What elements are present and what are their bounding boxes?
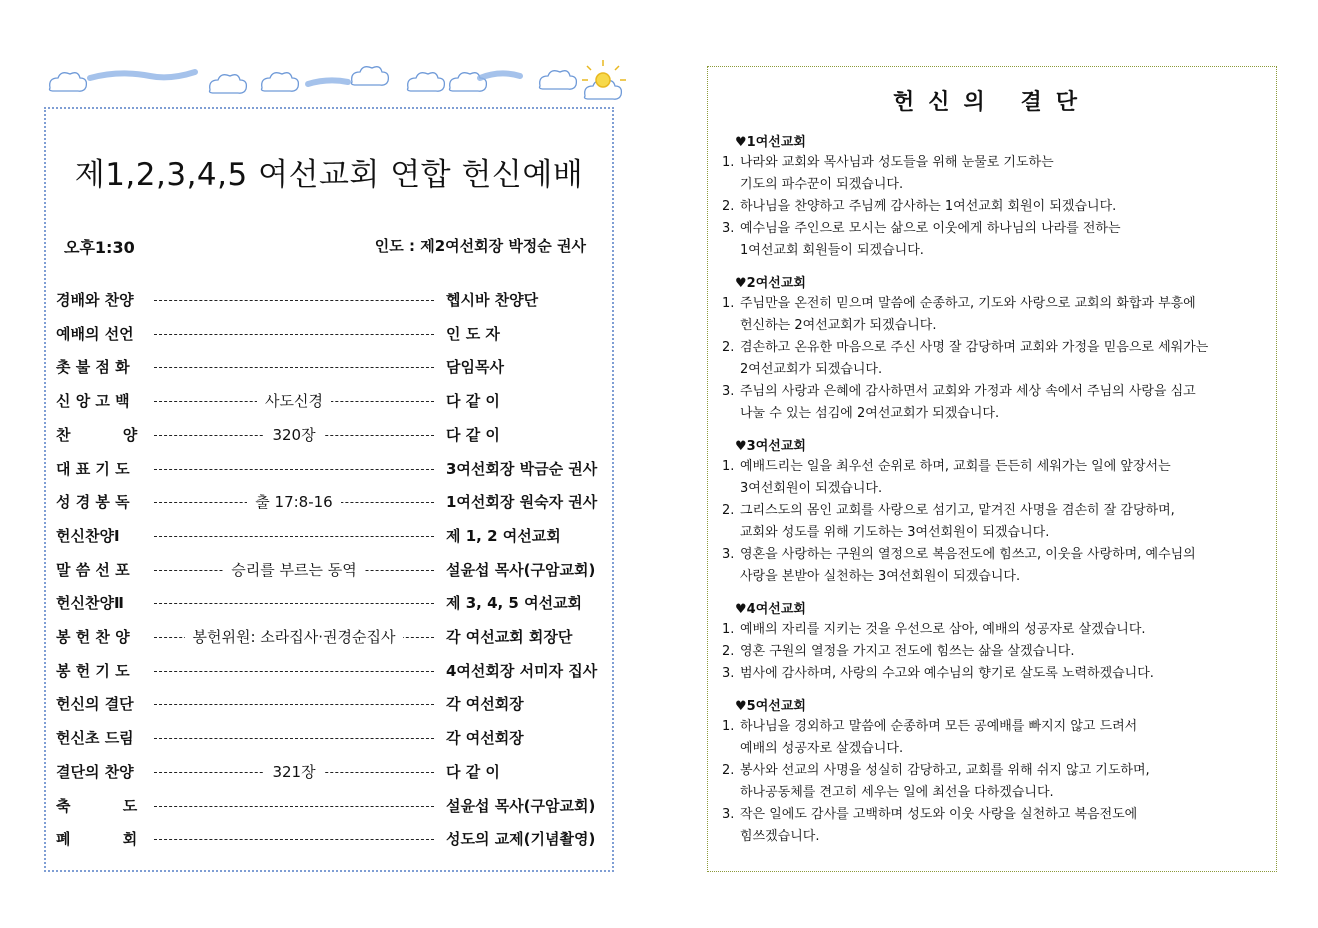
pledge-text: 범사에 감사하며, 사랑의 수고와 예수님의 향기로 살도록 노력하겠습니다. [740, 666, 1154, 681]
section-heading: ♥5여선교회 [735, 699, 806, 714]
dashed-leader-line [154, 704, 434, 705]
order-item-name: 찬 양 [56, 425, 138, 444]
order-item-leader: 4여선회장 서미자 집사 [446, 661, 598, 680]
pledge-text: 사랑을 본받아 실천하는 3여선회원이 되겠습니다. [740, 569, 1021, 584]
dashed-leader-line [154, 671, 434, 672]
pledge-text: 나눌 수 있는 섬김에 2여선교회가 되겠습니다. [740, 406, 1000, 421]
pledge-text: 그리스도의 몸인 교회를 사랑으로 섬기고, 맡겨진 사명을 겸손히 잘 감당하며, [740, 503, 1175, 518]
order-row [56, 491, 608, 513]
pledge-number: 1. [722, 719, 735, 734]
order-row [56, 424, 608, 446]
pledge-number: 2. [722, 199, 735, 214]
order-item-name: 예배의 선언 [56, 324, 134, 343]
order-item-name: 헌신의 결단 [56, 695, 134, 714]
cloud-icon [210, 75, 247, 94]
sun-icon [582, 60, 626, 87]
pledge-text: 헌신하는 2여선교회가 되겠습니다. [740, 318, 937, 333]
order-item-detail: 320장 [154, 424, 434, 445]
order-item-name: 봉 헌 기 도 [56, 661, 130, 680]
decision-panel [707, 66, 1277, 872]
pledge-number: 2. [722, 503, 735, 518]
pledge-text: 영혼을 사랑하는 구원의 열정으로 복음전도에 힘쓰고, 이웃을 사랑하며, 예수님의 [740, 547, 1196, 562]
order-item-name: 경배와 찬양 [56, 291, 134, 309]
pledge-number: 3. [722, 384, 735, 399]
order-item-name: 말 씀 선 포 [56, 560, 130, 579]
pledge-text: 예배의 성공자로 살겠습니다. [740, 741, 904, 756]
decision-title: 헌신의 결단 [893, 90, 1091, 115]
order-item-leader: 다 같 이 [446, 425, 500, 444]
order-row [56, 289, 608, 311]
dashed-leader-line [154, 300, 434, 301]
pledge-text: 하나공동체를 견고히 세우는 일에 최선을 다하겠습니다. [740, 785, 1054, 800]
pledge-text: 겸손하고 온유한 마음으로 주신 사명 잘 감당하며 교회와 가정을 믿음으로 세워가는 [740, 340, 1209, 355]
worship-program-panel [44, 107, 614, 872]
pledge-number: 1. [722, 622, 735, 637]
pledge-text: 하나님을 찬양하고 주님께 감사하는 1여선교회 회원이 되겠습니다. [740, 199, 1117, 214]
order-item-detail: 321장 [154, 761, 434, 782]
pledge-text: 힘쓰겠습니다. [740, 829, 820, 844]
order-item-leader: 성도의 교제(기념촬영) [446, 830, 596, 849]
pledge-text: 3여선회원이 되겠습니다. [740, 481, 883, 496]
pledge-number: 1. [722, 296, 735, 311]
pledge-text: 2여선교회가 되겠습니다. [740, 362, 883, 377]
pledge-number: 3. [722, 547, 735, 562]
pledge-text: 작은 일에도 감사를 고백하며 성도와 이웃 사랑을 실천하고 복음전도에 [740, 807, 1138, 822]
order-item-leader: 각 여선교회 회장단 [446, 628, 573, 646]
cloud-icon [262, 73, 299, 92]
order-row [56, 559, 608, 581]
order-item-leader: 헵시바 찬양단 [446, 291, 539, 309]
order-item-leader: 제 3, 4, 5 여선교회 [446, 594, 583, 613]
cloud-icon [352, 67, 389, 86]
dashed-leader-line [154, 367, 434, 368]
section-heading: ♥4여선교회 [735, 602, 806, 617]
order-item-name: 결단의 찬양 [56, 762, 134, 781]
order-item-detail: 사도신경 [154, 390, 434, 411]
order-item-detail: 승리를 부르는 동역 [154, 559, 434, 580]
pledge-text: 주님의 사랑과 은혜에 감사하면서 교회와 가정과 세상 속에서 주님의 사랑을 심고 [740, 384, 1196, 399]
pledge-text: 예배드리는 일을 최우선 순위로 하며, 교회를 든든히 세워가는 일에 앞장서는 [740, 459, 1171, 474]
order-item-leader: 각 여선회장 [446, 729, 524, 748]
order-row [56, 525, 608, 547]
pledge-number: 1. [722, 155, 735, 170]
order-item-name: 촛 불 점 화 [56, 358, 130, 377]
cloud-icon [540, 71, 577, 90]
order-row [56, 323, 608, 345]
pledge-text: 예배의 자리를 지키는 것을 우선으로 삼아, 예배의 성공자로 살겠습니다. [740, 622, 1146, 637]
dashed-leader-line [154, 536, 434, 537]
order-row [56, 761, 608, 783]
order-item-detail: 봉헌위원: 소라집사·권경순집사 [154, 626, 434, 647]
dashed-leader-line [154, 738, 434, 739]
order-item-leader: 담임목사 [446, 358, 504, 377]
order-item-leader: 다 같 이 [446, 762, 500, 781]
order-row [56, 727, 608, 749]
pledge-number: 3. [722, 221, 735, 236]
pledge-text: 교회와 성도를 위해 기도하는 3여선회원이 되겠습니다. [740, 525, 1050, 540]
order-row [56, 660, 608, 682]
pledge-text: 기도의 파수꾼이 되겠습니다. [740, 177, 904, 192]
order-item-leader: 설윤섭 목사(구암교회) [446, 796, 596, 815]
pledge-number: 3. [722, 666, 735, 681]
program-title: 제1,2,3,4,5 여선교회 연합 헌신예배 [74, 157, 584, 193]
dashed-leader-line [154, 839, 434, 840]
pledge-text: 나라와 교회와 목사님과 성도들을 위해 눈물로 기도하는 [740, 155, 1054, 170]
pledge-text: 예수님을 주인으로 모시는 삶으로 이웃에게 하나님의 나라를 전하는 [740, 221, 1121, 236]
pledge-number: 1. [722, 459, 735, 474]
order-item-name: 축 도 [56, 796, 138, 815]
order-row [56, 356, 608, 378]
pledge-text: 봉사와 선교의 사명을 성실히 감당하고, 교회를 위해 쉬지 않고 기도하며, [740, 763, 1150, 778]
order-item-name: 헌신찬양Ⅰ [56, 526, 120, 545]
dashed-leader-line [154, 603, 434, 604]
dashed-leader-line [154, 469, 434, 470]
section-heading: ♥2여선교회 [735, 276, 806, 291]
section-heading: ♥1여선교회 [735, 135, 806, 150]
service-time: 오후1:30 [64, 238, 135, 257]
dashed-leader-line [154, 806, 434, 807]
order-item-name: 봉 헌 찬 양 [56, 628, 130, 646]
order-item-name: 대 표 기 도 [56, 459, 130, 478]
order-item-detail: 출 17:8-16 [154, 491, 434, 512]
dashed-leader-line [154, 334, 434, 335]
order-row [56, 693, 608, 715]
order-item-leader: 설윤섭 목사(구암교회) [446, 560, 596, 579]
order-item-name: 성 경 봉 독 [56, 493, 130, 512]
order-row [56, 592, 608, 614]
order-row [56, 828, 608, 850]
cloud-icon [50, 73, 87, 92]
pledge-number: 2. [722, 763, 735, 778]
pledge-text: 영혼 구원의 열정을 가지고 전도에 힘쓰는 삶을 살겠습니다. [740, 644, 1075, 659]
order-row [56, 795, 608, 817]
pledge-text: 하나님을 경외하고 말씀에 순종하며 모든 공예배를 빠지지 않고 드려서 [740, 719, 1138, 734]
order-item-name: 신 앙 고 백 [56, 392, 130, 411]
order-item-name: 헌신찬양Ⅱ [56, 594, 124, 613]
cloud-icon [408, 73, 445, 92]
order-item-leader: 3여선회장 박금순 권사 [446, 459, 598, 478]
order-item-name: 폐 회 [56, 830, 138, 849]
order-item-leader: 각 여선회장 [446, 695, 524, 714]
pledge-text: 1여선교회 회원들이 되겠습니다. [740, 243, 924, 258]
service-leader: 인도 : 제2여선회장 박정순 권사 [374, 237, 586, 255]
order-item-name: 헌신초 드림 [56, 729, 134, 748]
pledge-number: 2. [722, 340, 735, 355]
pledge-text: 주님만을 온전히 믿으며 말씀에 순종하고, 기도와 사랑으로 교회의 화합과 부흥에 [740, 296, 1196, 311]
order-item-leader: 인 도 자 [446, 324, 500, 343]
order-row [56, 626, 608, 648]
order-item-leader: 다 같 이 [446, 392, 500, 411]
order-row [56, 390, 608, 412]
section-heading: ♥3여선교회 [735, 439, 806, 454]
cloud-border-decoration [40, 58, 630, 110]
order-item-leader: 1여선회장 원숙자 권사 [446, 493, 598, 512]
order-row [56, 458, 608, 480]
pledge-number: 3. [722, 807, 735, 822]
order-item-leader: 제 1, 2 여선교회 [446, 526, 561, 545]
pledge-number: 2. [722, 644, 735, 659]
